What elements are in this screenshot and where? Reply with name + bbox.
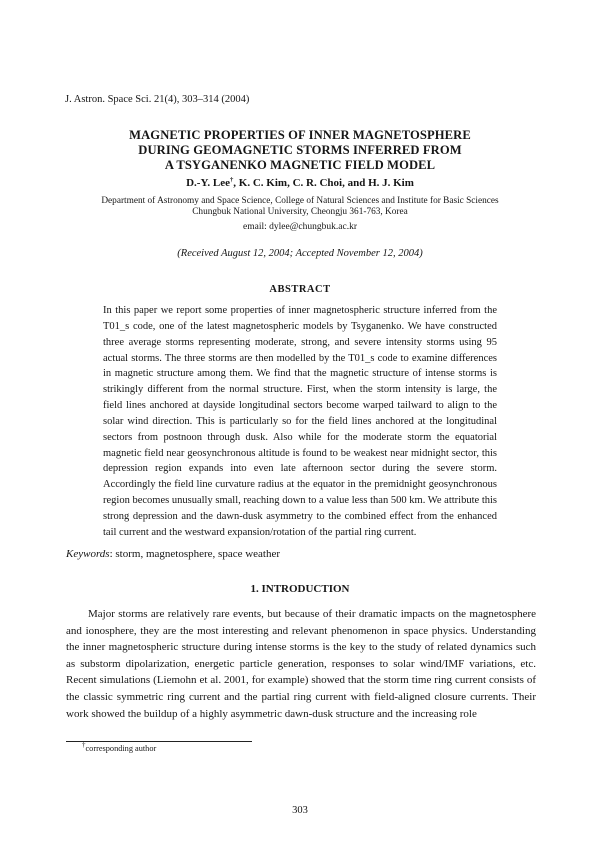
first-author: D.-Y. Lee [186,177,230,189]
journal-citation: J. Astron. Space Sci. 21(4), 303–314 (2004) [65,94,250,105]
paper-title-line-1: MAGNETIC PROPERTIES OF INNER MAGNETOSPHERE [129,128,471,142]
keywords-label: Keywords [66,548,110,560]
affiliation-line-1: Department of Astronomy and Space Science, College of Natural Sciences and Institute for Basic Sciences [101,196,499,206]
affiliation-line-2: Chungbuk National University, Cheongju 361-763, Korea [192,206,408,217]
section-heading-introduction: 1. INTRODUCTION [250,583,350,595]
received-dates: (Received August 12, 2004; Accepted November 12, 2004) [177,248,423,259]
author-list [60,175,540,191]
corresponding-mark: † [230,176,234,184]
introduction-body: Major storms are relatively rare events, but because of their dramatic impacts on the magnetosphere and ionosphere, they are the most interesting and relevant phenomenon in space physics. Understanding the inner magnetospheric structure during intense storms is the key to the study of related dynamics such as substorm dipolarization, energetic particle generation, responses to solar wind/IMF variations, etc. Recent simulations (Liemohn et al. 2001, for example) showed that the storm time ring current consists of the classic symmetric ring current and the partial ring current with field-aligned closure currents. Their work showed the buildup of a highly asymmetric dawn-dusk structure and the increasing role [66,608,536,720]
keywords-list: : storm, magnetosphere, space weather [109,548,281,560]
contact-email: email: dylee@chungbuk.ac.kr [243,222,357,232]
other-authors: , K. C. Kim, C. R. Choi, and H. J. Kim [233,177,414,189]
affiliation [12,196,588,217]
footnote-mark: † [82,741,86,750]
paper-title-line-3: A TSYGANENKO MAGNETIC FIELD MODEL [164,158,436,172]
footnote-divider [66,741,252,742]
abstract-body: In this paper we report some properties of inner magnetospheric structure inferred from the T01_s code, one of the latest magnetospheric models by Tsyganenko. We have constructed three average storms representing moderate, strong, and severe intensity storms using 95 actual storms. The three storms are then modelled by the T01_s code to examine differences in magnetic structure among them. We find that the magnetic structure of intense storms is strikingly different from the normal structure. First, when the storm intensity is large, the field lines anchored at dayside longitudinal sectors become warped tailward to align to the solar wind direction. This is particularly so for the field lines anchored at the longitudinal sectors from postnoon through dusk. Also while for the moderate storm the equatorial magnetic field near geosynchronous altitude is found to be weakest near midnight sector, this depression region expands into even late afternoon sector during the severe storm. Accordingly the field line curvature radius at the equator in the premidnight geosynchronous region becomes unusually small, reaching down to a value less than 500 km. We attribute this strong depression and the dawn-dusk asymmetry to the combined effect from the enhanced tail current and the westward expansion/rotation of the partial ring current. [103,305,497,538]
keywords [66,548,280,560]
paper-title-line-2: DURING GEOMAGNETIC STORMS INFERRED FROM [138,143,462,157]
page-number: 303 [292,805,308,816]
title-block [60,128,540,191]
footnote-text: corresponding author [85,744,157,753]
abstract-heading: ABSTRACT [269,284,331,295]
footnote [82,741,157,753]
